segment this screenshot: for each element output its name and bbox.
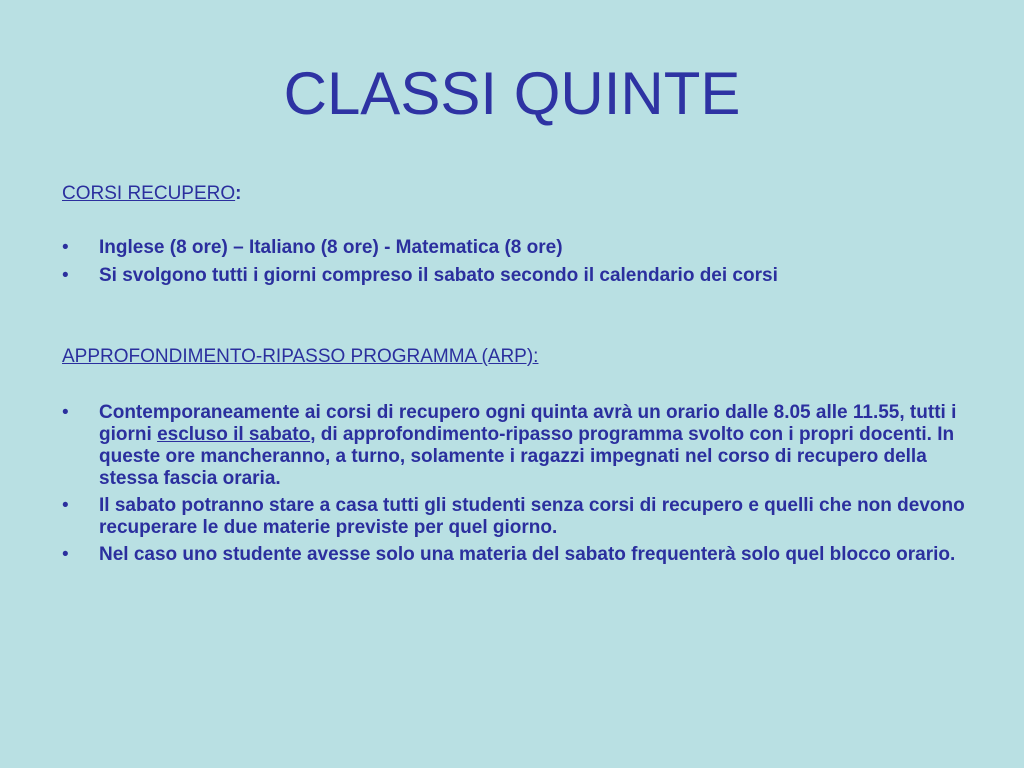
bullet-icon: • <box>62 544 69 565</box>
list-item <box>62 265 972 287</box>
list-item <box>62 495 972 539</box>
bullet-icon: • <box>62 495 69 516</box>
arp-list <box>62 402 972 566</box>
list-item-text: Nel caso uno studente avesse solo una materia del sabato frequenterà solo quel blocco orario. <box>99 544 956 565</box>
bullet-icon: • <box>62 265 69 286</box>
list-item-text: Si svolgono tutti i giorni compreso il sabato secondo il calendario dei corsi <box>99 265 778 286</box>
list-item-text: Inglese (8 ore) – Italiano (8 ore) - Matematica (8 ore) <box>99 237 563 258</box>
list-item-text: Il sabato potranno stare a casa tutti gli studenti senza corsi di recupero e quelli che non devono recuperare le due materie previste per quel giorno. <box>99 495 965 538</box>
bullet-icon: • <box>62 402 69 423</box>
corsi-recupero-list <box>62 237 972 287</box>
section-heading-corsi-recupero <box>62 182 241 206</box>
list-item-text-part: Contemporaneamente ai corsi di recupero ogni quinta avrà un orario dalle 8.05 alle 11.55, tutti i giorni <box>99 402 957 445</box>
list-item-underlined-text: escluso il sabato <box>157 424 311 445</box>
section-heading-text: APPROFONDIMENTO-RIPASSO PROGRAMMA (ARP): <box>62 346 539 367</box>
list-item <box>62 402 972 490</box>
section-heading-arp <box>62 345 538 369</box>
section-heading-text: CORSI RECUPERO <box>62 183 236 204</box>
slide-title: CLASSI QUINTE <box>283 60 741 127</box>
bullet-icon: • <box>62 237 69 258</box>
section-heading-colon: : <box>235 183 242 204</box>
list-item-text-part: , di approfondimento-ripasso programma svolto con i propri docenti. In queste ore mancheranno, a turno, solamente i ragazzi impegnati nel corso di recupero della stessa fascia oraria. <box>99 424 955 489</box>
list-item <box>62 237 972 259</box>
list-item <box>62 544 972 566</box>
